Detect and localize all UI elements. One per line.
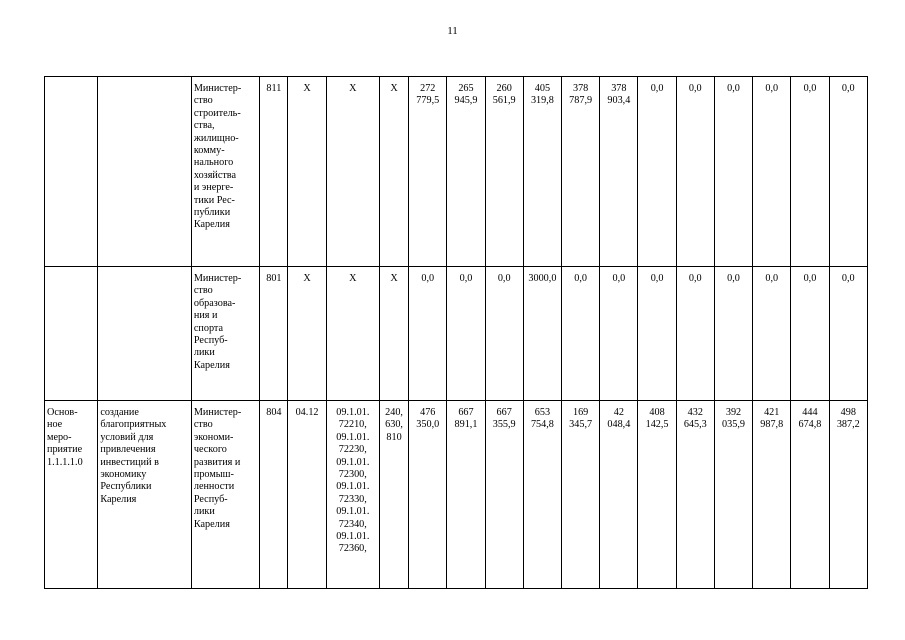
section-code-cell: X: [288, 267, 326, 401]
expense-type-cell: X: [379, 267, 408, 401]
target-article-cell: X: [326, 267, 379, 401]
event-name-cell: [98, 267, 192, 401]
page-number: 11: [447, 25, 458, 37]
budget-table: [44, 76, 868, 589]
amount-cell: 260 561,9: [485, 77, 523, 267]
amount-cell: 421 987,8: [753, 401, 791, 589]
amount-cell: 265 945,9: [447, 77, 485, 267]
amount-cell: 667 891,1: [447, 401, 485, 589]
grbs-code-cell: 801: [260, 267, 288, 401]
amount-cell: 0,0: [409, 267, 447, 401]
grbs-code-cell: 811: [260, 77, 288, 267]
target-article-cell: 09.1.01. 72210, 09.1.01. 72230, 09.1.01. 72300, 09.1.01. 72330, 09.1.01. 72340, 09.1.01. 72360,: [326, 401, 379, 589]
amount-cell: 169 345,7: [562, 401, 600, 589]
amount-cell: 0,0: [447, 267, 485, 401]
amount-cell: 272 779,5: [409, 77, 447, 267]
amount-cell: 378 903,4: [600, 77, 638, 267]
amount-cell: 0,0: [638, 77, 676, 267]
amount-cell: 408 142,5: [638, 401, 676, 589]
amount-cell: 0,0: [791, 267, 829, 401]
amount-cell: 476 350,0: [409, 401, 447, 589]
target-article-cell: X: [326, 77, 379, 267]
amount-cell: 0,0: [562, 267, 600, 401]
amount-cell: 0,0: [600, 267, 638, 401]
event-name-cell: [98, 77, 192, 267]
amount-cell: 432 645,3: [676, 401, 714, 589]
amount-cell: 0,0: [753, 77, 791, 267]
amount-cell: 0,0: [676, 267, 714, 401]
amount-cell: 0,0: [714, 77, 752, 267]
amount-cell: 0,0: [791, 77, 829, 267]
event-code-cell: Основ- ное меро- приятие 1.1.1.1.0: [45, 401, 98, 589]
amount-cell: 498 387,2: [829, 401, 867, 589]
amount-cell: 405 319,8: [523, 77, 561, 267]
amount-cell: 3000,0: [523, 267, 561, 401]
amount-cell: 444 674,8: [791, 401, 829, 589]
executor-cell: Министер- ство экономи- ческого развития и промыш- ленности Респуб- лики Карелия: [191, 401, 259, 589]
amount-cell: 0,0: [753, 267, 791, 401]
event-name-cell: создание благоприятных условий для привлечения инвестиций в экономику Республики Карелия: [98, 401, 192, 589]
expense-type-cell: X: [379, 77, 408, 267]
amount-cell: 653 754,8: [523, 401, 561, 589]
expense-type-cell: 240, 630, 810: [379, 401, 408, 589]
amount-cell: 0,0: [485, 267, 523, 401]
amount-cell: 0,0: [638, 267, 676, 401]
table-row: [45, 401, 868, 589]
amount-cell: 0,0: [714, 267, 752, 401]
grbs-code-cell: 804: [260, 401, 288, 589]
event-code-cell: [45, 267, 98, 401]
amount-cell: 0,0: [829, 267, 867, 401]
section-code-cell: 04.12: [288, 401, 326, 589]
section-code-cell: X: [288, 77, 326, 267]
amount-cell: 378 787,9: [562, 77, 600, 267]
executor-cell: Министер- ство строитель- ства, жилищно- комму- нального хозяйства и энерге- тики Рес- публики Карелия: [191, 77, 259, 267]
amount-cell: 667 355,9: [485, 401, 523, 589]
table-row: [45, 77, 868, 267]
table-row: [45, 267, 868, 401]
event-code-cell: [45, 77, 98, 267]
amount-cell: 0,0: [829, 77, 867, 267]
amount-cell: 0,0: [676, 77, 714, 267]
amount-cell: 392 035,9: [714, 401, 752, 589]
executor-cell: Министер- ство образова- ния и спорта Респуб- лики Карелия: [191, 267, 259, 401]
amount-cell: 42 048,4: [600, 401, 638, 589]
